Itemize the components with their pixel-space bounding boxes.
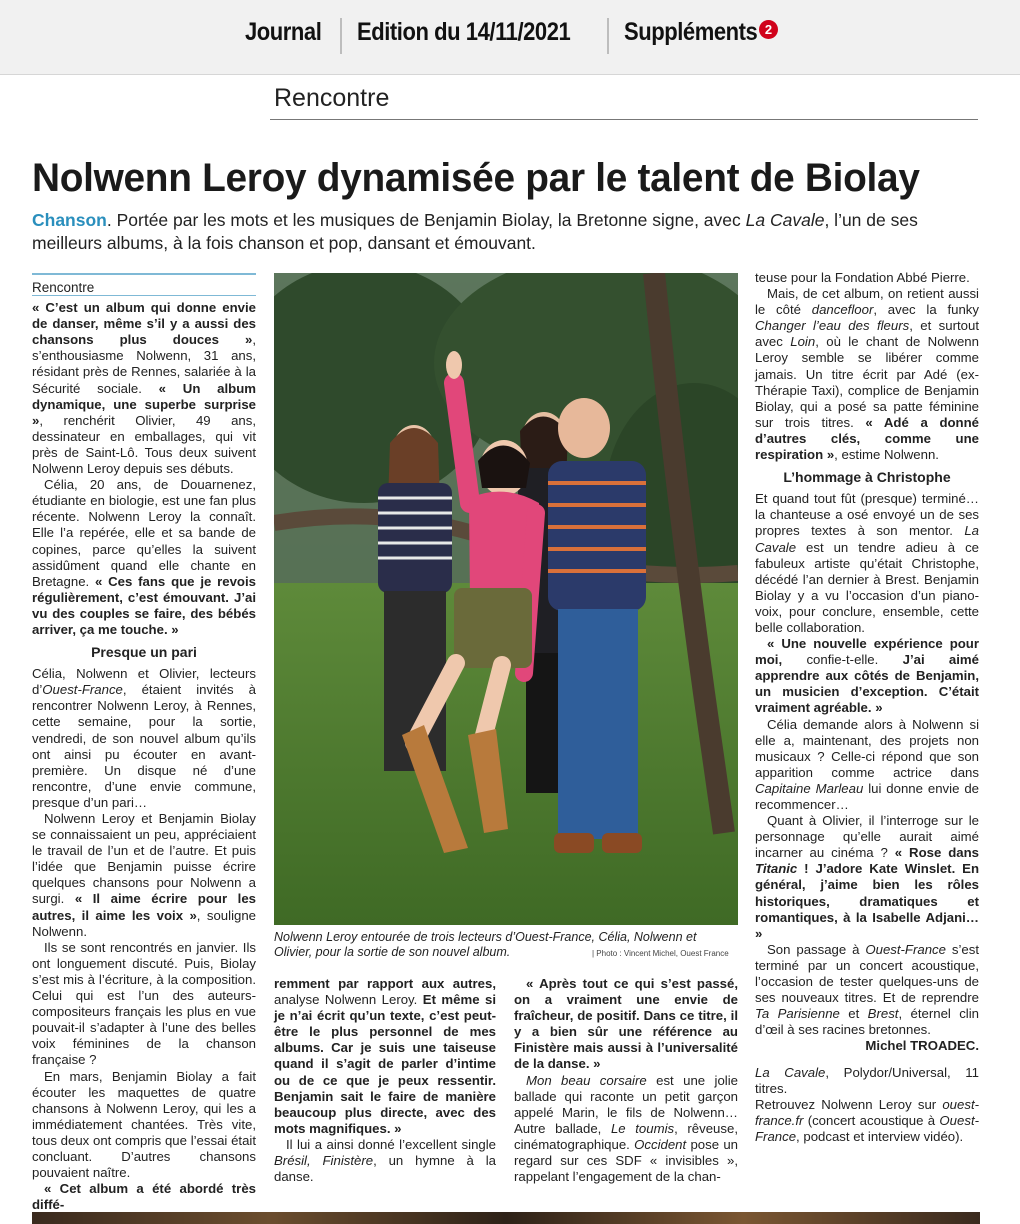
paragraph: Célia, Nolwenn et Olivier, lecteurs d’Ouest-France, étaient invités à rencontrer Nolwenn Leroy, à Rennes, cette semaine, pour la sortie, vendredi, de son nouvel album qu’ils ont ainsi pu écouter en avant-première. Un disque né d’une rencontre, d’une envie commune, presque d’un pari… — [32, 666, 256, 810]
article-photo — [274, 273, 738, 925]
lead-album-title: La Cavale — [745, 210, 825, 230]
photo-caption: Nolwenn Leroy entourée de trois lecteurs d’Ouest-France, Célia, Nolwenn et Olivier, pour la sortie de son nouvel album. — [274, 930, 697, 959]
paragraph: Ils se sont rencontrés en janvier. Ils ont longuement discuté. Puis, Biolay s’est mis à l’écriture, à la composition. Celui qui est l’un des auteurs-compositeurs français les plus en vue pouvait-il s’adapter à l’une des belles voix féminines de la chanson française ? — [32, 939, 256, 1068]
section-divider — [270, 119, 978, 120]
paragraph: « C’est un album qui donne envie de danser, même s’il y a aussi des chansons plus douces », s’enthousiasme Nolwenn, 31 ans, résidant près de Rennes, salariée à la Sécurité sociale. « Un album dynamique, une superbe surprise », renchérit Olivier, 49 ans, dessinateur en emballages, qui vit près de Saint-Lô. Tous deux suivent Nolwenn Leroy depuis ses débuts. — [32, 300, 256, 477]
nav-supplements-tab[interactable]: Suppléments — [624, 18, 758, 46]
website-link[interactable]: ouest-france.fr — [755, 1096, 979, 1128]
rubric-label: Rencontre — [32, 280, 95, 295]
photo-illustration — [274, 273, 738, 925]
lead-text: . Portée par les mots et les musiques de Benjamin Biolay, la Bretonne signe, avec — [106, 210, 746, 230]
article-column-1 — [32, 280, 256, 1213]
paragraph: Quant à Olivier, il l’interroge sur le personnage qu’elle aurait aimé incarner au cinéma ? « Rose dans Titanic ! J’adore Kate Winslet. En général, j’aime bien les rôles historiques, dramatiques et romantiques, à la Isabelle Adjani… » — [755, 813, 979, 941]
nav-separator — [340, 18, 342, 54]
rubric-top-rule — [32, 273, 256, 275]
nav-edition-tab[interactable]: Edition du 14/11/2021 — [357, 18, 571, 46]
paragraph: Et quand tout fût (presque) terminé… la chanteuse a osé envoyé un de ses propres textes à son mentor. La Cavale est un tendre adieu à ce fabuleux artiste qu’était Christophe, décédé l’an dernier à Brest. Benjamin Biolay y a vu l’occasion d’un piano-voix, pour conclure, ensemble, cette belle collaboration. — [755, 491, 979, 635]
website-info: Retrouvez Nolwenn Leroy sur ouest-france.fr (concert acoustique à Ouest-France, podcast et interview vidéo). — [755, 1096, 979, 1144]
album-info: La Cavale, Polydor/Universal, 11 titres. — [755, 1064, 979, 1096]
subheading: Presque un pari — [91, 644, 197, 661]
top-navigation-bar — [0, 0, 1020, 75]
paragraph: Il lui a ainsi donné l’excellent single Brésil, Finistère, un hymne à la danse. — [274, 1136, 496, 1185]
article-column-4 — [755, 270, 979, 1145]
lead-kicker: Chanson — [32, 210, 107, 230]
author-signature: Michel TROADEC. — [865, 1038, 979, 1054]
paragraph: En mars, Benjamin Biolay a fait écouter les maquettes de quatre chansons à Nolwenn Leroy, qui les a immédiatement chantées. Très vite, tous deux ont compris que l’essai était concluant. D’autres chansons pouvaient naître. — [32, 1068, 256, 1181]
article-headline: Nolwenn Leroy dynamisée par le talent de Biolay — [32, 156, 920, 200]
photo-credit: | Photo : Vincent Michel, Ouest France — [592, 949, 729, 958]
paragraph: « Après tout ce qui s’est passé, on a vraiment une envie de fraîcheur, de positif. Dans ce titre, il y a bien sûr une référence au Finistère mais aussi à l’universalité de la danse. » — [514, 976, 738, 1072]
article-column-3 — [514, 976, 738, 1185]
subheading: L’hommage à Christophe — [783, 469, 951, 486]
paragraph: Nolwenn Leroy et Benjamin Biolay se connaissaient un peu, appréciaient le travail de l’un et de l’autre. Et puis l’idée que Benjamin puisse écrire quelques chansons pour Nolwenn a surgi. « Il aime écrire pour les autres, il aime les voix », souligne Nolwenn. — [32, 811, 257, 939]
paragraph: remment par rapport aux autres, analyse Nolwenn Leroy. Et même si je n’ai écrit qu’un texte, c’est peut-être le plus personnel de mes albums. Car je suis une taiseuse quand il s’agit de parler d’intime ou de ce que je peux ressentir. Benjamin sait le faire de manière beaucoup plus directe, avec des mots magnifiques. » — [274, 976, 496, 1136]
nav-journal-tab[interactable]: Journal — [245, 18, 322, 46]
section-title: Rencontre — [274, 84, 390, 112]
next-article-image-strip — [32, 1212, 980, 1224]
paragraph: Son passage à Ouest-France s’est terminé par un concert acoustique, l’occasion de tester quelques-uns de ses nouveaux titres. Et de reprendre Ta Parisienne et Brest, éternel clin d’œil à ses racines bretonnes. — [755, 941, 980, 1038]
paragraph: Célia demande alors à Nolwenn si elle a, maintenant, des projets non musicaux ? Celle-ci répond que son apparition comme actrice dans Capitaine Marleau lui donne envie de recommencer… — [755, 716, 979, 812]
paragraph: Mon beau corsaire est une jolie ballade qui raconte un petit garçon appelé Marin, le fils de Nolwenn… Autre ballade, Le toumis, rêveuse, cinématographique. Occident pose un regard sur ces SDF « invisibles », rappelant l’engagement de la chan- — [514, 1072, 739, 1185]
article-lead — [32, 209, 992, 255]
paragraph: « Une nouvelle expérience pour moi, confie-t-elle. J’ai aimé apprendre aux côtés de Benjamin, un musicien d’exception. C’était vraiment agréable. » — [755, 636, 979, 716]
paragraph: Mais, de cet album, on retient aussi le côté dancefloor, avec la funky Changer l’eau des fleurs, et surtout avec Loin, où le chant de Nolwenn Leroy semble se libérer comme jamais. Un titre écrit par Adé (ex-Thérapie Taxi), complice de Benjamin Biolay, qui a posé sa patte féminine sur trois titres. « Adé a donné d’autres clés, comme une respiration », estime Nolwenn. — [755, 286, 980, 463]
paragraph: « Cet album a été abordé très diffé- — [32, 1181, 256, 1213]
lead-text: , l’un de ses meilleurs albums, à la fois chanson et pop, dansant et émouvant. — [32, 210, 918, 253]
nav-separator — [607, 18, 609, 54]
article-column-2 — [274, 976, 496, 1185]
paragraph: Célia, 20 ans, de Douarnenez, étudiante en biologie, est une fan plus récente. Nolwenn Leroy la connaît. Elle l’a repérée, elle et sa bande de copines, parce qu’elles la suivent assidûment quand elle chante en Bretagne. « Ces fans que je revois régulièrement, c’est émouvant. J’ai vu des couples se faire, des bébés arriver, ça me touche. » — [32, 477, 256, 637]
notification-badge: 2 — [759, 20, 778, 39]
paragraph: teuse pour la Fondation Abbé Pierre. — [755, 270, 970, 285]
